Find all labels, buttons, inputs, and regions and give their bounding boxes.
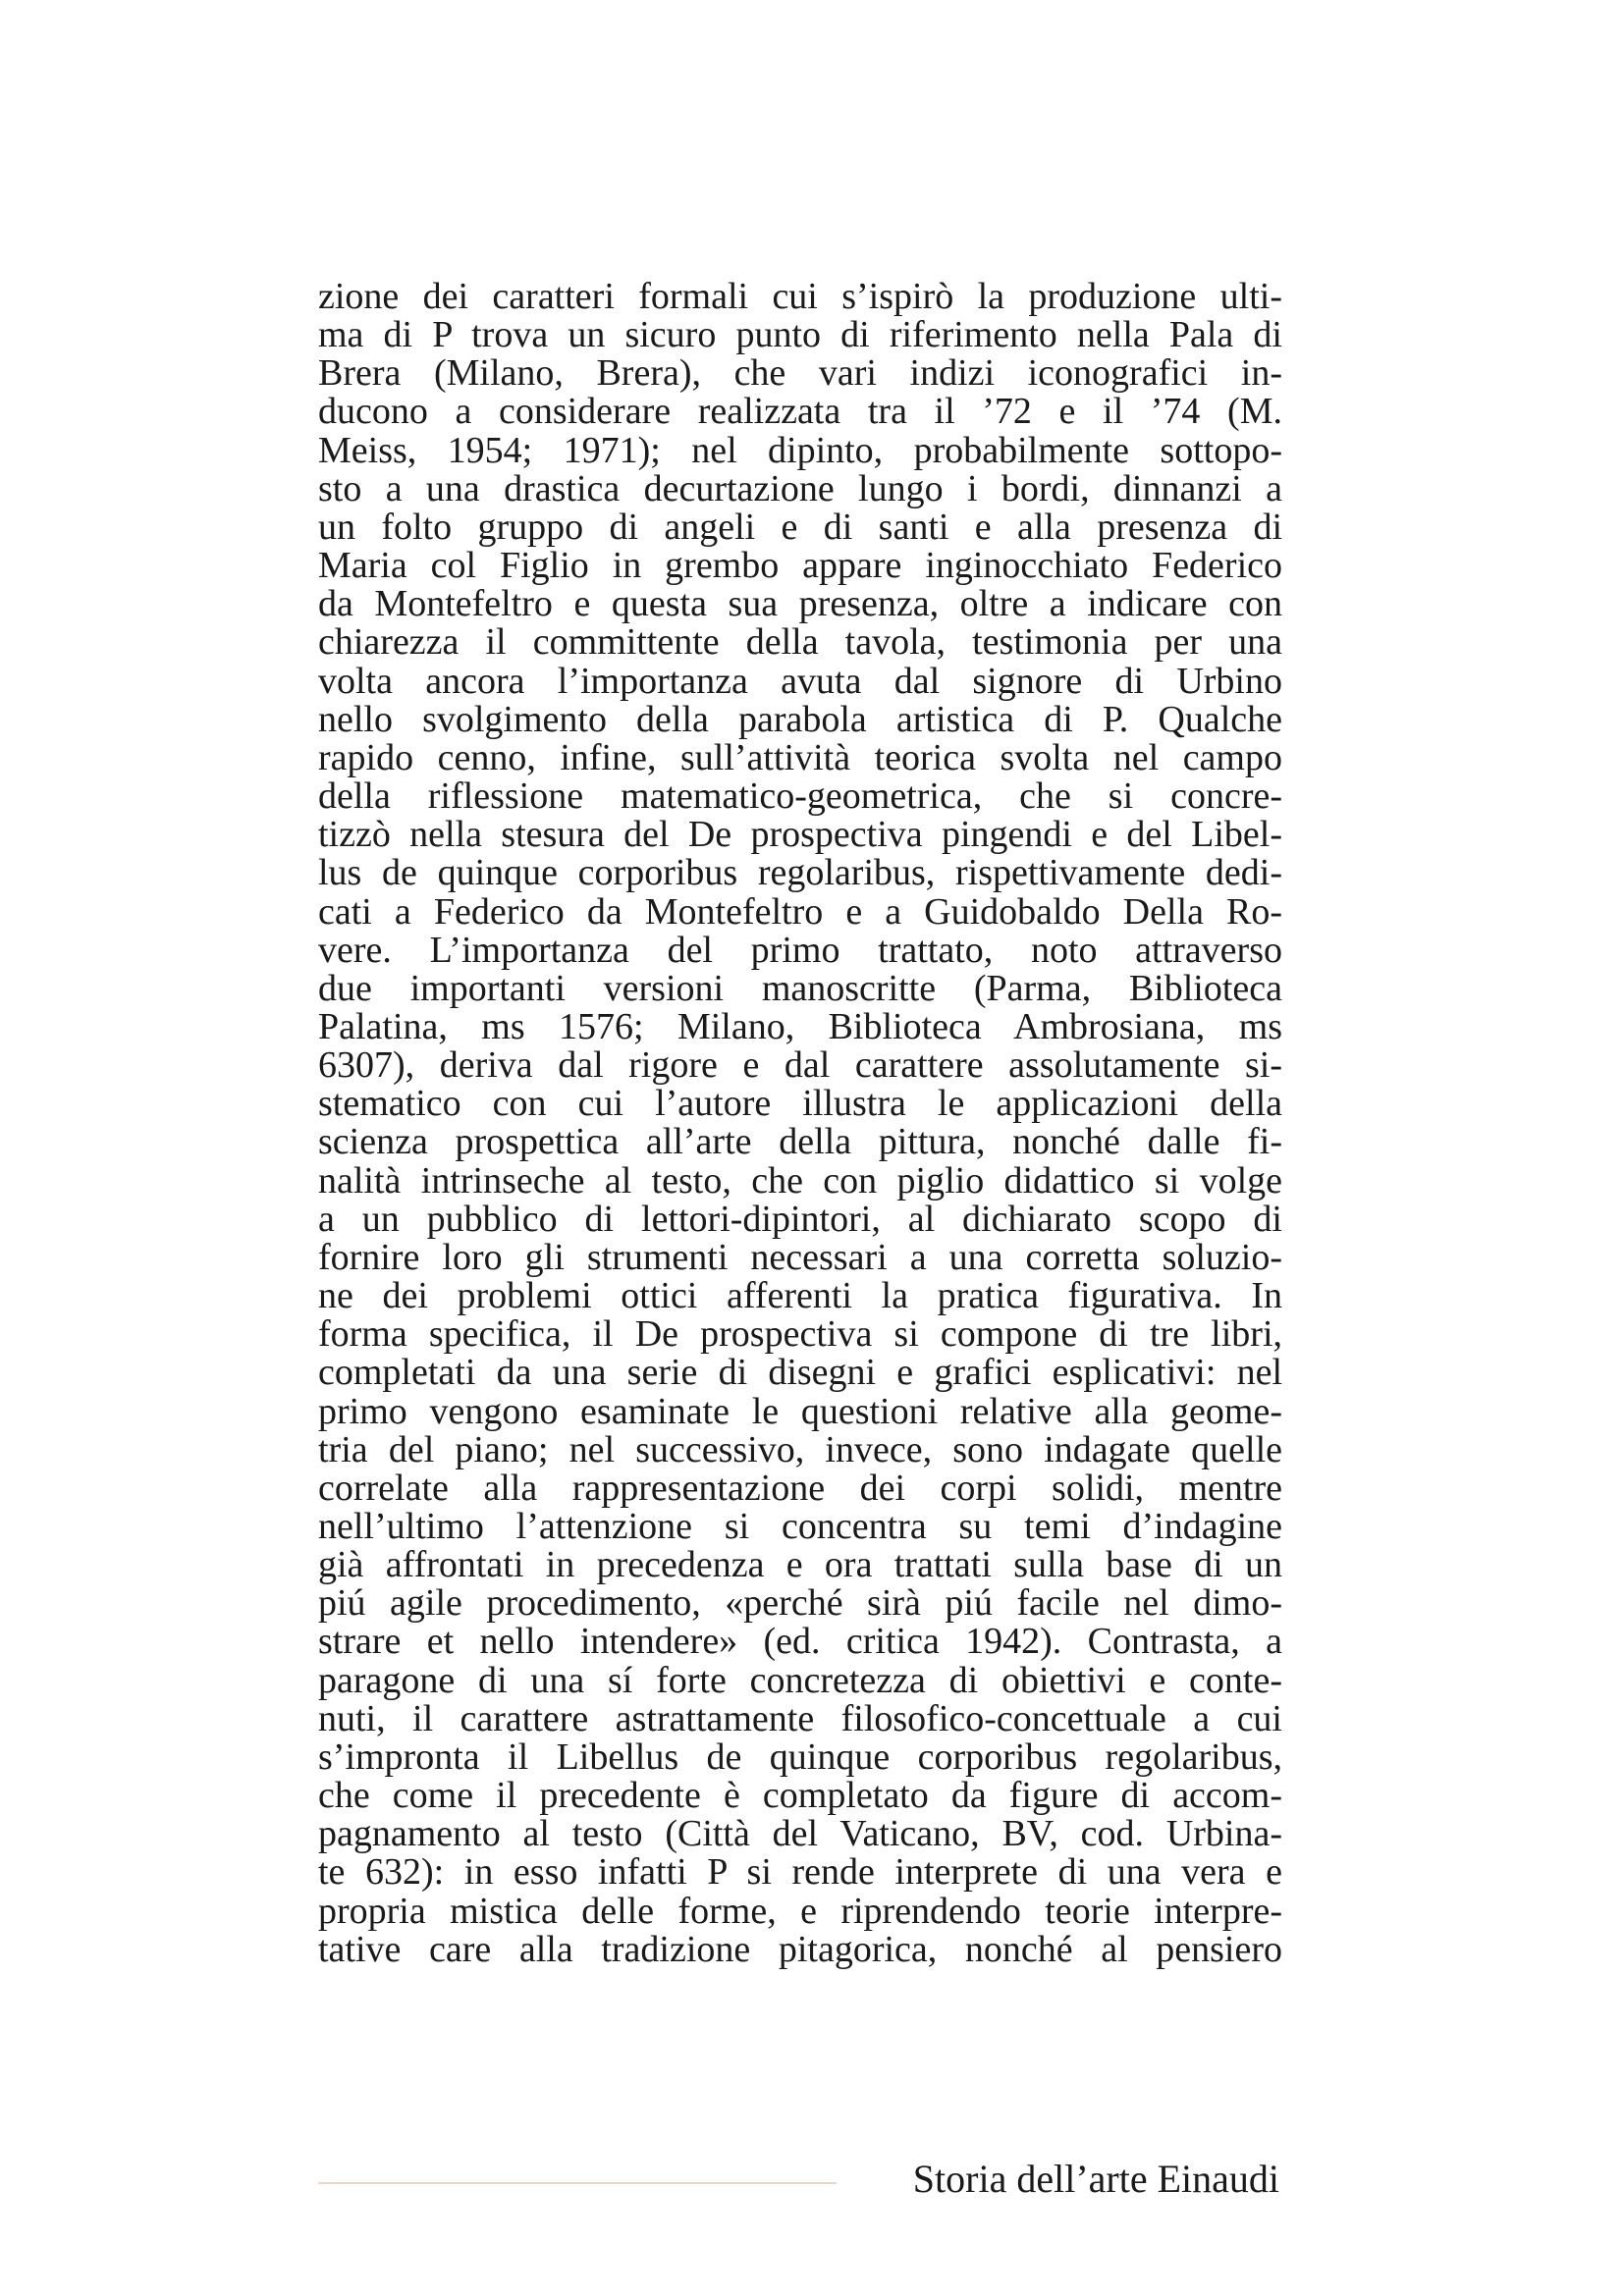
text-line: tative care alla tradizione pitagorica, nonché al pensiero xyxy=(318,1928,1282,1970)
text-line: tria del piano; nel successivo, invece, sono indagate quelle xyxy=(318,1428,1282,1470)
text-line: Meiss, 1954; 1971); nel dipinto, probabilmente sottopo- xyxy=(318,429,1282,471)
text-line: Maria col Figlio in grembo appare inginocchiato Federico xyxy=(318,545,1282,587)
text-line: da Montefeltro e questa sua presenza, oltre a indicare con xyxy=(318,583,1282,625)
text-line: tizzò nella stesura del De prospectiva pingendi e del Libel- xyxy=(318,814,1282,856)
text-line: nalità intrinseche al testo, che con piglio didattico si volge xyxy=(318,1159,1282,1201)
text-line: propria mistica delle forme, e riprendendo teorie interpre- xyxy=(318,1890,1282,1932)
text-line: stematico con cui l’autore illustra le applicazioni della xyxy=(318,1083,1282,1125)
text-line: due importanti versioni manoscritte (Parma, Biblioteca xyxy=(318,967,1282,1009)
text-line: forma specifica, il De prospectiva si compone di tre libri, xyxy=(318,1313,1282,1356)
text-line: Palatina, ms 1576; Milano, Biblioteca Ambrosiana, ms xyxy=(318,1005,1282,1047)
text-line: che come il precedente è completato da figure di accom- xyxy=(318,1775,1282,1817)
text-line: primo vengono esaminate le questioni relative alla geome- xyxy=(318,1390,1282,1432)
text-line: correlate alla rappresentazione dei corpi solidi, mentre xyxy=(318,1467,1282,1509)
text-line: s’impronta il Libellus de quinque corporibus regolaribus, xyxy=(318,1735,1282,1778)
text-line: rapido cenno, infine, sull’attività teorica svolta nel campo xyxy=(318,736,1282,778)
text-line: lus de quinque corporibus regolaribus, rispettivamente dedi- xyxy=(318,852,1282,894)
text-line: fornire loro gli strumenti necessari a una corretta soluzio- xyxy=(318,1236,1282,1278)
text-line: ne dei problemi ottici afferenti la pratica figurativa. In xyxy=(318,1275,1282,1317)
text-line: te 632): in esso infatti P si rende interprete di una vera e xyxy=(318,1851,1282,1894)
text-line: della riflessione matematico-geometrica, che si concre- xyxy=(318,775,1282,818)
text-line: nell’ultimo l’attenzione si concentra su temi d’indagine xyxy=(318,1506,1282,1547)
text-line: completati da una serie di disegni e grafici esplicativi: nel xyxy=(318,1352,1282,1394)
text-line: pagnamento al testo (Città del Vaticano, BV, cod. Urbina- xyxy=(318,1813,1282,1855)
text-line: paragone di una sí forte concretezza di obiettivi e conte- xyxy=(318,1659,1282,1701)
text-line: volta ancora l’importanza avuta dal signore di Urbino xyxy=(318,660,1282,702)
text-line: Brera (Milano, Brera), che vari indizi iconografici in- xyxy=(318,352,1282,395)
text-line: vere. L’importanza del primo trattato, noto attraverso xyxy=(318,929,1282,971)
footer-divider xyxy=(318,2182,837,2184)
text-line: un folto gruppo di angeli e di santi e alla presenza di xyxy=(318,506,1282,548)
text-line: piú agile procedimento, «perché sirà piú facile nel dimo- xyxy=(318,1582,1282,1625)
body-text xyxy=(318,278,1282,1969)
text-line: strare et nello intendere» (ed. critica 1942). Contrasta, a xyxy=(318,1621,1282,1663)
text-line: nuti, il carattere astrattamente filosofico-concettuale a cui xyxy=(318,1697,1282,1739)
text-line: sto a una drastica decurtazione lungo i bordi, dinnanzi a xyxy=(318,467,1282,509)
text-line: nello svolgimento della parabola artistica di P. Qualche xyxy=(318,698,1282,740)
text-line: già affrontati in precedenza e ora trattati sulla base di un xyxy=(318,1544,1282,1586)
text-line: chiarezza il committente della tavola, testimonia per una xyxy=(318,621,1282,664)
text-line: zione dei caratteri formali cui s’ispirò la produzione ulti- xyxy=(318,276,1282,317)
footer-series-title: Storia dell’arte Einaudi xyxy=(912,2157,1279,2201)
text-line: a un pubblico di lettori-dipintori, al dichiarato scopo di xyxy=(318,1198,1282,1240)
text-line: 6307), deriva dal rigore e dal carattere assolutamente si- xyxy=(318,1044,1282,1087)
text-line: ma di P trova un sicuro punto di riferimento nella Pala di xyxy=(318,314,1282,356)
text-line: ducono a considerare realizzata tra il ’72 e il ’74 (M. xyxy=(318,391,1282,433)
text-line: cati a Federico da Montefeltro e a Guidobaldo Della Ro- xyxy=(318,890,1282,933)
text-line: scienza prospettica all’arte della pittura, nonché dalle fi- xyxy=(318,1121,1282,1163)
